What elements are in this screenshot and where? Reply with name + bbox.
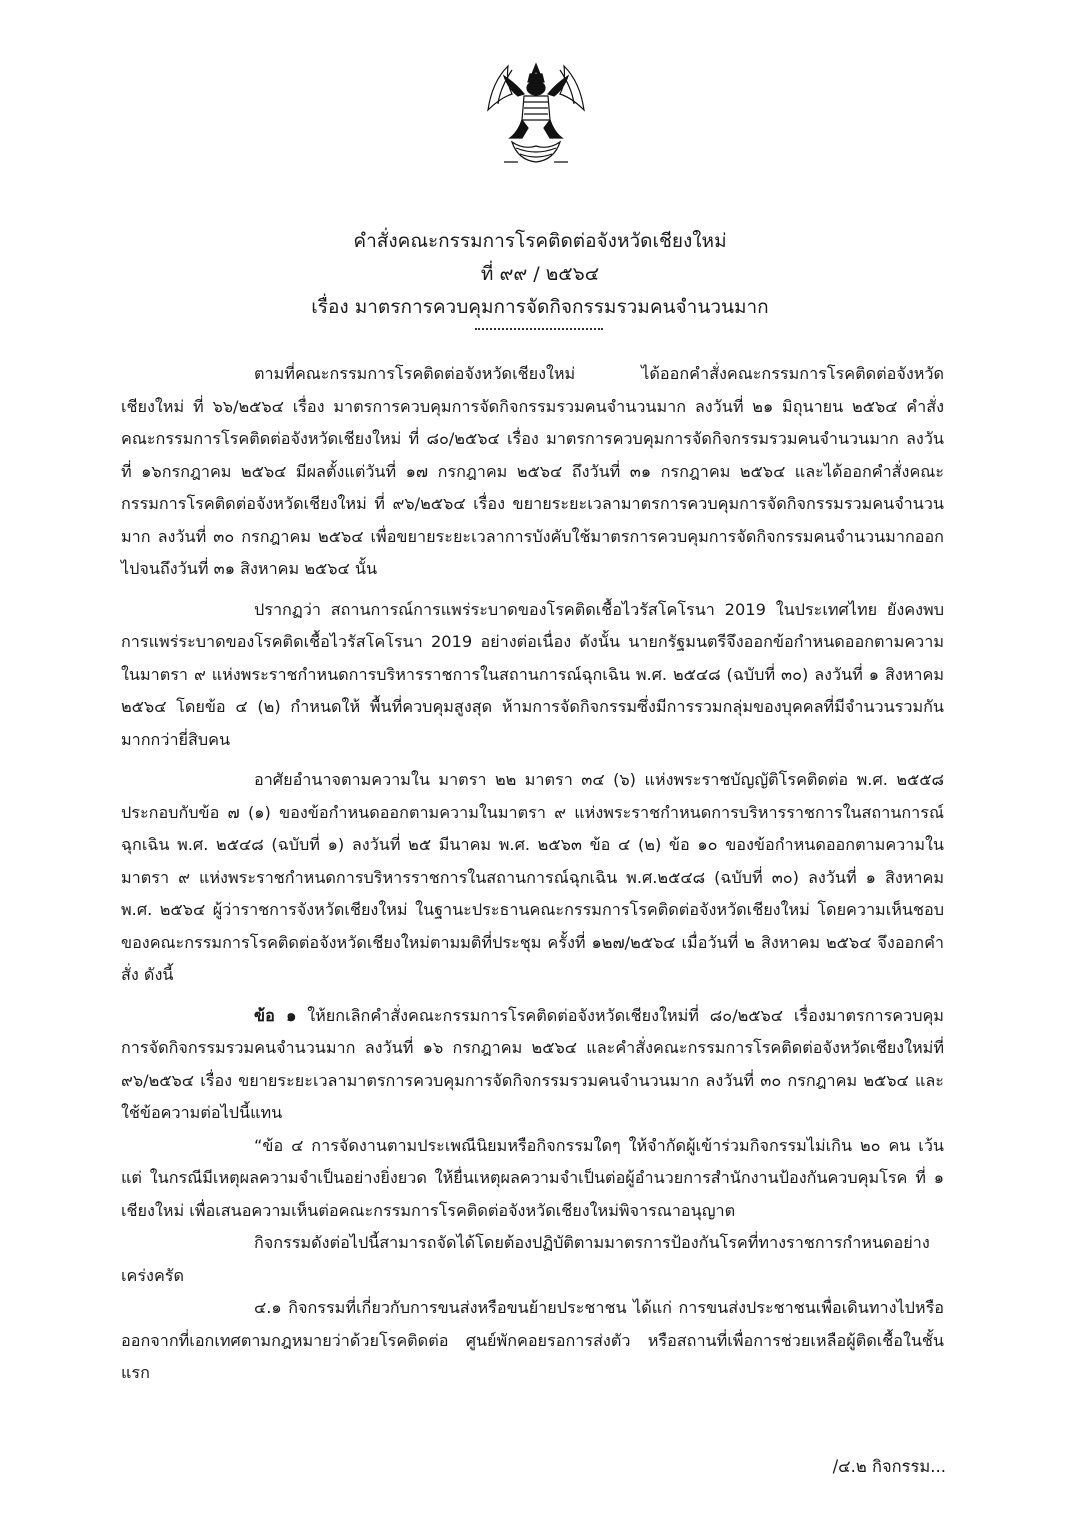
paragraph-4-text: ให้ยกเลิกคำสั่งคณะกรรมการโรคติดต่อจังหวัดเชียงใหม่ที่ ๘๐/๒๕๖๔ เรื่องมาตรการควบคุมการจัดกิจกรรมรวมคนจำนวนมาก ลงวันที่ ๑๖ กรกฎาคม ๒๕๖๔ และคำสั่งคณะกรรมการโรคติดต่อจังหวัดเชียงใหม่ที่ ๙๖/๒๕๖๔ เรื่อง ขยายระยะเวลามาตรการควบคุมการจัดกิจกรรมรวมคนจำนวนมาก ลงวันที่ ๓๐ กรกฎาคม ๒๕๖๔ และใช้ข้อความต่อไปนี้แทน: [121, 1005, 944, 1122]
paragraph-6: กิจกรรมดังต่อไปนี้สามารถจัดได้โดยต้องปฏิบัติตามมาตรการป้องกันโรคที่ทางราชการกำหนดอย่างเคร่งครัด: [121, 1233, 930, 1285]
order-number: ที่ ๙๙ / ๒๕๖๔: [480, 263, 600, 285]
continuation-note: /๔.๒ กิจกรรม...: [832, 1457, 946, 1476]
order-subject: เรื่อง มาตรการควบคุมการจัดกิจกรรมรวมคนจำนวนมาก: [311, 296, 769, 318]
clause-label: ข้อ ๑: [254, 1005, 297, 1025]
paragraph-4: [121, 1000, 944, 1130]
paragraph-7: ๔.๑ กิจกรรมที่เกี่ยวกับการขนส่งหรือขนย้ายประชาชน ได้แก่ การขนส่งประชาชนเพื่อเดินทางไปหรือออกจากที่เอกเทศตามกฎหมายว่าด้วยโรคติดต่อ ศูนย์พักคอยรอการส่งตัว หรือสถานที่เพื่อการช่วยเหลือผู้ติดเชื้อในชั้นแรก: [121, 1298, 944, 1382]
garuda-emblem: [478, 58, 594, 174]
paragraph-1: ตามที่คณะกรรมการโรคติดต่อจังหวัดเชียงใหม่ ได้ออกคำสั่งคณะกรรมการโรคติดต่อจังหวัดเชียงใหม่ ที่ ๖๖/๒๕๖๔ เรื่อง มาตรการควบคุมการจัดกิจกรรมรวมคนจำนวนมาก ลงวันที่ ๒๑ มิถุนายน ๒๕๖๔ คำสั่งคณะกรรมการโรคติดต่อจังหวัดเชียงใหม่ ที่ ๘๐/๒๕๖๔ เรื่อง มาตรการควบคุมการจัดกิจกรรมรวมคนจำนวนมาก ลงวันที่ ๑๖กรกฎาคม ๒๕๖๔ มีผลตั้งแต่วันที่ ๑๗ กรกฎาคม ๒๕๖๔ ถึงวันที่ ๓๑ กรกฎาคม ๒๕๖๔ และได้ออกคำสั่งคณะกรรมการโรคติดต่อจังหวัดเชียงใหม่ ที่ ๙๖/๒๕๖๔ เรื่อง ขยายระยะเวลามาตรการควบคุมการจัดกิจกรรมรวมคนจำนวนมาก ลงวันที่ ๓๐ กรกฎาคม ๒๕๖๔ เพื่อขยายระยะเวลาการบังคับใช้มาตรการควบคุมการจัดกิจกรรมคนจำนวนมากออกไปจนถึงวันที่ ๓๑ สิงหาคม ๒๕๖๔ นั้น: [121, 364, 944, 578]
order-title: คำสั่งคณะกรรมการโรคติดต่อจังหวัดเชียงใหม่: [353, 230, 727, 252]
document-body: [121, 358, 944, 1390]
paragraph-5: “ข้อ ๔ การจัดงานตามประเพณีนิยมหรือกิจกรรมใดๆ ให้จำกัดผู้เข้าร่วมกิจกรรมไม่เกิน ๒๐ คน เว้นแต่ ในกรณีมีเหตุผลความจำเป็นอย่างยิ่งยวด ให้ยื่นเหตุผลความจำเป็นต่อผู้อำนวยการสำนักงานป้องกันควบคุมโรค ที่ ๑ เชียงใหม่ เพื่อเสนอความเห็นต่อคณะกรรมการโรคติดต่อจังหวัดเชียงใหม่พิจารณาอนุญาต: [121, 1135, 944, 1220]
dotted-divider: [475, 322, 603, 330]
paragraph-3: อาศัยอำนาจตามความใน มาตรา ๒๒ มาตรา ๓๔ (๖) แห่งพระราชบัญญัติโรคติดต่อ พ.ศ. ๒๕๕๘ ประกอบกับข้อ ๗ (๑) ของข้อกำหนดออกตามความในมาตรา ๙ แห่งพระราชกำหนดการบริหารราชการในสถานการณ์ฉุกเฉิน พ.ศ. ๒๕๔๘ (ฉบับที่ ๑) ลงวันที่ ๒๕ มีนาคม พ.ศ. ๒๕๖๓ ข้อ ๔ (๒) ข้อ ๑๐ ของข้อกำหนดออกตามความในมาตรา ๙ แห่งพระราชกำหนดการบริหารราชการในสถานการณ์ฉุกเฉิน พ.ศ.๒๕๔๘ (ฉบับที่ ๓๐) ลงวันที่ ๑ สิงหาคม พ.ศ. ๒๕๖๔ ผู้ว่าราชการจังหวัดเชียงใหม่ ในฐานะประธานคณะกรรมการโรคติดต่อจังหวัดเชียงใหม่ โดยความเห็นชอบของคณะกรรมการโรคติดต่อจังหวัดเชียงใหม่ตามมติที่ประชุม ครั้งที่ ๑๒๗/๒๕๖๔ เมื่อวันที่ ๒ สิงหาคม ๒๕๖๔ จึงออกคำสั่ง ดังนี้: [121, 770, 944, 984]
paragraph-2: ปรากฏว่า สถานการณ์การแพร่ระบาดของโรคติดเชื้อไวรัสโคโรนา 2019 ในประเทศไทย ยังคงพบการแพร่ระบาดของโรคติดเชื้อไวรัสโคโรนา 2019 อย่างต่อเนื่อง ดังนั้น นายกรัฐมนตรีจึงออกข้อกำหนดออกตามความในมาตรา ๙ แห่งพระราชกำหนดการบริหารราชการในสถานการณ์ฉุกเฉิน พ.ศ. ๒๕๔๘ (ฉบับที่ ๓๐) ลงวันที่ ๑ สิงหาคม ๒๕๖๔ โดยข้อ ๔ (๒) กำหนดให้ พื้นที่ควบคุมสูงสุด ห้ามการจัดกิจกรรมซึ่งมีการรวมกลุ่มของบุคคลที่มีจำนวนรวมกันมากกว่ายี่สิบคน: [121, 599, 944, 749]
